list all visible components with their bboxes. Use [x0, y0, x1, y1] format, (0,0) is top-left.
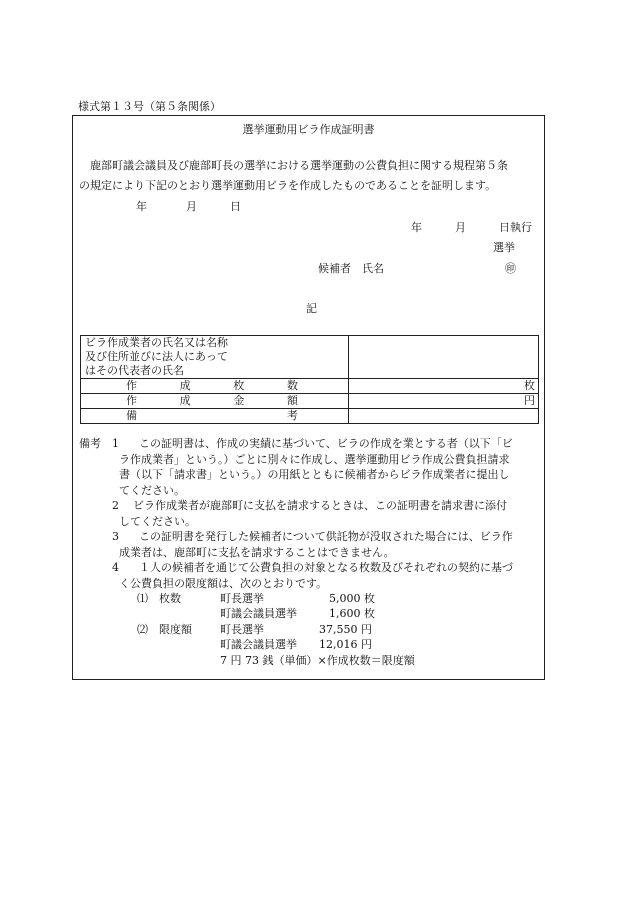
mayor-election-label: 町長選挙	[220, 592, 264, 605]
council-election-label: 町議会議員選挙	[220, 638, 297, 651]
exec-day: 日執行	[499, 221, 532, 234]
candidate-name-label: 候補者 氏名	[318, 262, 384, 275]
note-number: 3	[112, 530, 119, 543]
note-line: １人の候補者を通じて公費負担の対象となる枚数及びそれぞれの契約に基づ	[139, 561, 513, 574]
note-line: してください。	[119, 514, 196, 528]
note-item	[112, 436, 539, 498]
sheet-count-label: 作成枚数	[81, 379, 349, 394]
exec-month: 月	[455, 221, 466, 234]
limit-formula: 7 円 73 銭（単価）×作成枚数＝限度額	[220, 654, 415, 667]
council-election-label: 町議会議員選挙	[220, 607, 297, 620]
ki-heading: 記	[306, 302, 317, 315]
date-day: 日	[230, 200, 241, 213]
table-row	[81, 336, 539, 379]
remarks-value-cell	[349, 409, 539, 424]
vendor-value-cell	[349, 336, 539, 379]
note-line: ビラ作成業者が鹿部町に支払を請求するときは、この証明書を請求書に添付	[133, 499, 507, 512]
detail-table	[80, 335, 539, 424]
date-month: 月	[186, 200, 197, 213]
note-line: 成業者は、鹿部町に支払を請求することはできません。	[119, 545, 395, 559]
seal-mark-icon: ㊞	[505, 262, 516, 275]
council-amount-value: 12,016 円	[319, 638, 372, 651]
certificate-frame	[72, 115, 545, 680]
amount-unit: 円	[349, 394, 539, 409]
mayor-amount-value: 37,550 円	[319, 623, 372, 636]
note-item	[112, 498, 539, 529]
body-line-2: の規定により下記のとおり選挙運動用ビラを作成したものであることを証明します。	[79, 179, 497, 192]
table-row	[81, 394, 539, 409]
election-label: 選挙	[493, 241, 515, 254]
vendor-label-line: はその代表者の氏名	[85, 364, 184, 377]
note-number: 2	[112, 499, 119, 512]
vendor-label-line: 及び住所並びに法人にあって	[85, 350, 228, 363]
amount-label: 作成金額	[81, 394, 349, 409]
body-line-1: 鹿部町議会議員及び鹿部町長の選挙における選挙運動の公費負担に関する規程第５条	[90, 159, 508, 172]
amount-limit-label: ⑵ 限度額	[137, 623, 192, 636]
note-line: この証明書は、作成の実績に基づいて、ビラの作成を業とする者（以下「ビ	[139, 437, 513, 450]
exec-year: 年	[411, 221, 422, 234]
note-item	[112, 560, 539, 591]
note-line: く公費負担の限度額は、次のとおりです。	[119, 576, 328, 590]
vendor-label	[81, 336, 349, 379]
form-number-label: 様式第１３号（第５条関係）	[78, 100, 221, 113]
sheet-count-unit: 枚	[349, 379, 539, 394]
vendor-label-line: ビラ作成業者の氏名又は名称	[85, 336, 228, 349]
note-item	[112, 529, 539, 560]
date-year: 年	[136, 200, 147, 213]
document-title: 選挙運動用ビラ作成証明書	[242, 123, 375, 136]
certificate-body	[79, 156, 543, 196]
remarks-label: 備考	[81, 409, 349, 424]
mayor-count-value: 5,000 枚	[329, 592, 375, 605]
note-line: てください。	[119, 483, 185, 497]
mayor-election-label: 町長選挙	[220, 623, 264, 636]
table-row	[81, 409, 539, 424]
certificate-date	[136, 198, 241, 214]
note-line: ラ作成業者」という。）ごとに別々に作成し、選挙運動用ビラ作成公費負担請求	[119, 452, 510, 466]
note-line: この証明書を発行した候補者について供託物が没収された場合には、ビラ作	[139, 530, 513, 543]
note-line: 書（以下「請求書」という。）の用紙とともに候補者からビラ作成業者に提出し	[119, 468, 510, 481]
execution-date	[411, 219, 532, 235]
note-number: 4	[112, 561, 119, 574]
count-limit-label: ⑴ 枚数	[137, 592, 181, 605]
notes-heading: 備考	[79, 437, 101, 450]
note-number: 1	[112, 437, 119, 450]
council-count-value: 1,600 枚	[329, 607, 375, 620]
table-row	[81, 379, 539, 394]
